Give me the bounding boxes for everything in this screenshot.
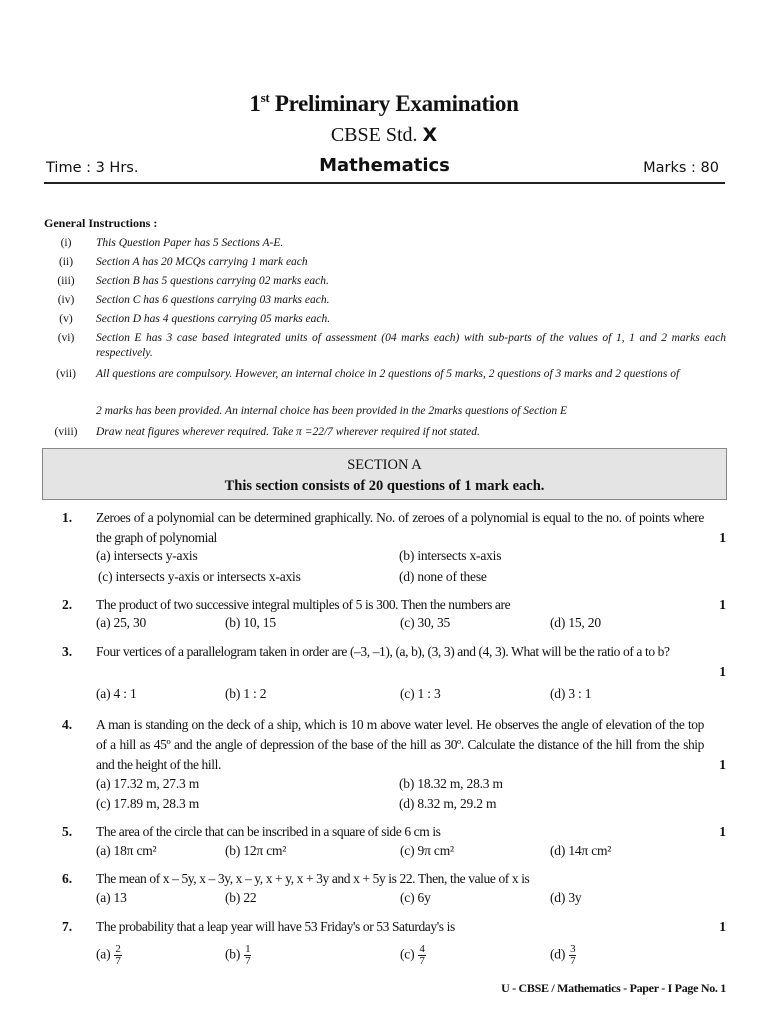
option-b: (b) 12π cm² bbox=[225, 843, 287, 858]
question-mark: 1 bbox=[719, 824, 726, 839]
question-mark: 1 bbox=[719, 919, 726, 934]
option-c: (c) $\frac{4}{7}$ bbox=[400, 943, 425, 967]
question-number: 7. bbox=[62, 919, 73, 934]
option-c: (c) 1 : 3 bbox=[400, 686, 441, 701]
board-standard: CBSE Std. X bbox=[330, 124, 438, 146]
option-d: (d) 14π cm² bbox=[550, 843, 612, 858]
question-mark: 1 bbox=[719, 664, 726, 679]
option-d: (d) 15, 20 bbox=[550, 615, 601, 630]
fraction: $\frac{1}{7}$ bbox=[245, 943, 251, 967]
question-number: 3. bbox=[62, 644, 73, 659]
question-number: 2. bbox=[62, 597, 73, 612]
question-text: The mean of x – 5y, x – 3y, x – y, x + y, x + 3y and x + 5y is 22. Then, the value of x is bbox=[96, 871, 530, 886]
option-a: (a) 18π cm² bbox=[96, 843, 157, 858]
option-a: (a) 4 : 1 bbox=[96, 686, 137, 701]
exam-header-row bbox=[44, 154, 725, 184]
option-b: (b) 18.32 m, 28.3 m bbox=[399, 776, 503, 791]
fraction: $\frac{3}{7}$ bbox=[570, 943, 576, 967]
option-d: (d) 3 : 1 bbox=[550, 686, 592, 701]
option-d: (d) $\frac{3}{7}$ bbox=[550, 943, 576, 967]
option-a: (a) 25, 30 bbox=[96, 615, 147, 630]
marks-label: Marks : 80 bbox=[643, 160, 719, 176]
subject-title: Mathematics bbox=[319, 155, 450, 176]
option-a: (a) 17.32 m, 27.3 m bbox=[96, 776, 200, 791]
question-number: 1. bbox=[62, 510, 73, 525]
option-b: (b) $\frac{1}{7}$ bbox=[225, 943, 251, 967]
option-a: (a) $\frac{2}{7}$ bbox=[96, 943, 121, 967]
option-b: (b) 1 : 2 bbox=[225, 686, 267, 701]
question-number: 5. bbox=[62, 824, 73, 839]
option-a: (a) 13 bbox=[96, 890, 127, 905]
question-number: 6. bbox=[62, 871, 73, 886]
question-text: The probability that a leap year will have 53 Friday's or 53 Saturday's is bbox=[96, 919, 455, 934]
option-b: (b) 22 bbox=[225, 890, 257, 905]
option-b: (b) intersects x-axis bbox=[399, 548, 502, 563]
option-c: (c) 6y bbox=[400, 890, 431, 905]
option-c: (c) intersects y-axis or intersects x-axis bbox=[98, 569, 301, 584]
option-a: (a) intersects y-axis bbox=[96, 548, 198, 563]
question-text: Zeroes of a polynomial can be determined graphically. No. of zeroes of a polynomial is equal to the no. of points where the graph of polynomial bbox=[96, 510, 704, 545]
option-c: (c) 9π cm² bbox=[400, 843, 454, 858]
exam-title: 1st Preliminary Examination bbox=[249, 90, 519, 116]
instructions-title: General Instructions : bbox=[44, 216, 158, 230]
question-text: The product of two successive integral multiples of 5 is 300. Then the numbers are bbox=[96, 597, 511, 612]
section-a-banner bbox=[42, 448, 727, 500]
question-mark: 1 bbox=[719, 757, 726, 772]
question-mark: 1 bbox=[719, 530, 726, 545]
question-mark: 1 bbox=[719, 597, 726, 612]
section-description: This section consists of 20 questions of 1 mark each. bbox=[224, 478, 545, 494]
option-c: (c) 17.89 m, 28.3 m bbox=[96, 796, 200, 811]
time-label: Time : 3 Hrs. bbox=[46, 160, 139, 176]
section-name: SECTION A bbox=[347, 457, 422, 473]
page-footer: U - CBSE / Mathematics - Paper - I Page No. 1 bbox=[501, 981, 726, 995]
option-c: (c) 30, 35 bbox=[400, 615, 451, 630]
option-b: (b) 10, 15 bbox=[225, 615, 276, 630]
option-d: (d) none of these bbox=[399, 569, 487, 584]
question-number: 4. bbox=[62, 717, 73, 732]
question-text: The area of the circle that can be inscribed in a square of side 6 cm is bbox=[96, 824, 441, 839]
question-text: A man is standing on the deck of a ship, which is 10 m above water level. He observes the angle of elevation of the top of a hill as 45º and the angle of depression of the base of the hill as 30º. Calculate the distance of the hill from the ship and the height of the hill. bbox=[96, 717, 704, 772]
fraction: $\frac{2}{7}$ bbox=[115, 943, 121, 967]
option-d: (d) 8.32 m, 29.2 m bbox=[399, 796, 497, 811]
fraction: $\frac{4}{7}$ bbox=[419, 943, 425, 967]
question-text: Four vertices of a parallelogram taken in order are (–3, –1), (a, b), (3, 3) and (4, 3). What will be the ratio of a to b? bbox=[96, 644, 670, 659]
option-d: (d) 3y bbox=[550, 890, 582, 905]
